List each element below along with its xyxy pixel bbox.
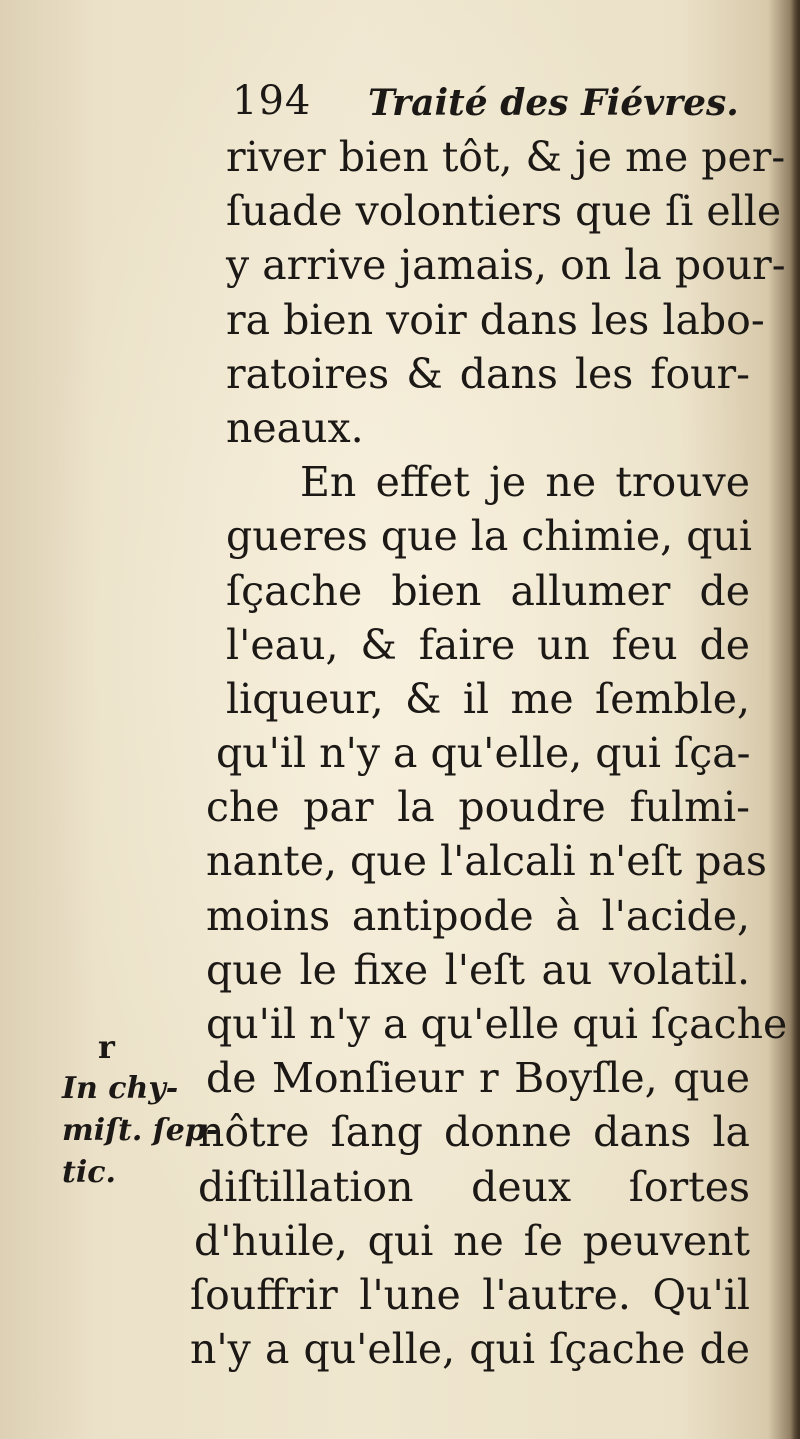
- text-line: n'y a qu'elle, qui ſçache de: [190, 1325, 750, 1374]
- text-line: d'huile, qui ne ſe peuvent: [194, 1216, 750, 1265]
- body-text: [190, 130, 788, 1376]
- text-line: nôtre ſang donne dans la: [198, 1108, 750, 1157]
- margin-note-line: tic.: [62, 1155, 116, 1190]
- margin-note-reference: r: [98, 1028, 115, 1066]
- text-line: qu'il n'y a qu'elle, qui ſça-: [216, 729, 751, 778]
- text-line: qu'il n'y a qu'elle qui ſçache: [206, 1000, 788, 1048]
- text-line: nante, que l'alcali n'eſt pas: [206, 837, 767, 886]
- margin-note-line: miſt. ſep-: [62, 1113, 219, 1148]
- text-line: river bien tôt, & je me per-: [226, 133, 786, 181]
- paragraph-first-line: En effet je ne trouve: [300, 458, 750, 507]
- text-line: ſçache bien allumer de: [226, 566, 750, 615]
- text-line: ſuade volontiers que ſi elle: [226, 187, 782, 236]
- text-line: l'eau, & faire un feu de: [226, 620, 750, 669]
- page-number: 194: [232, 78, 312, 124]
- text-line: diſtillation deux ſortes: [198, 1162, 750, 1211]
- text-line: liqueur, & il me ſemble,: [226, 674, 750, 723]
- text-line: ſouffrir l'une l'autre. Qu'il: [190, 1270, 750, 1319]
- text-line: y arrive jamais, on la pour-: [226, 241, 786, 290]
- running-title: Traité des Fiévres.: [368, 82, 739, 124]
- text-line: que le fixe l'eſt au volatil.: [206, 945, 750, 994]
- page-edge-shadow: [790, 0, 800, 1439]
- text-line: ra bien voir dans les labo-: [226, 295, 765, 344]
- text-line: moins antipode à l'acide,: [206, 891, 750, 940]
- margin-note-line: In chy-: [62, 1071, 179, 1106]
- page-header: [232, 72, 752, 132]
- text-line: ratoires & dans les four-: [226, 349, 750, 398]
- margin-note: [62, 1026, 219, 1194]
- text-line: de Monſieur r Boyſle, que: [206, 1054, 750, 1103]
- text-line: che par la poudre fulmi-: [206, 783, 750, 832]
- text-line: gueres que la chimie, qui: [226, 512, 752, 561]
- text-line: neaux.: [226, 403, 364, 452]
